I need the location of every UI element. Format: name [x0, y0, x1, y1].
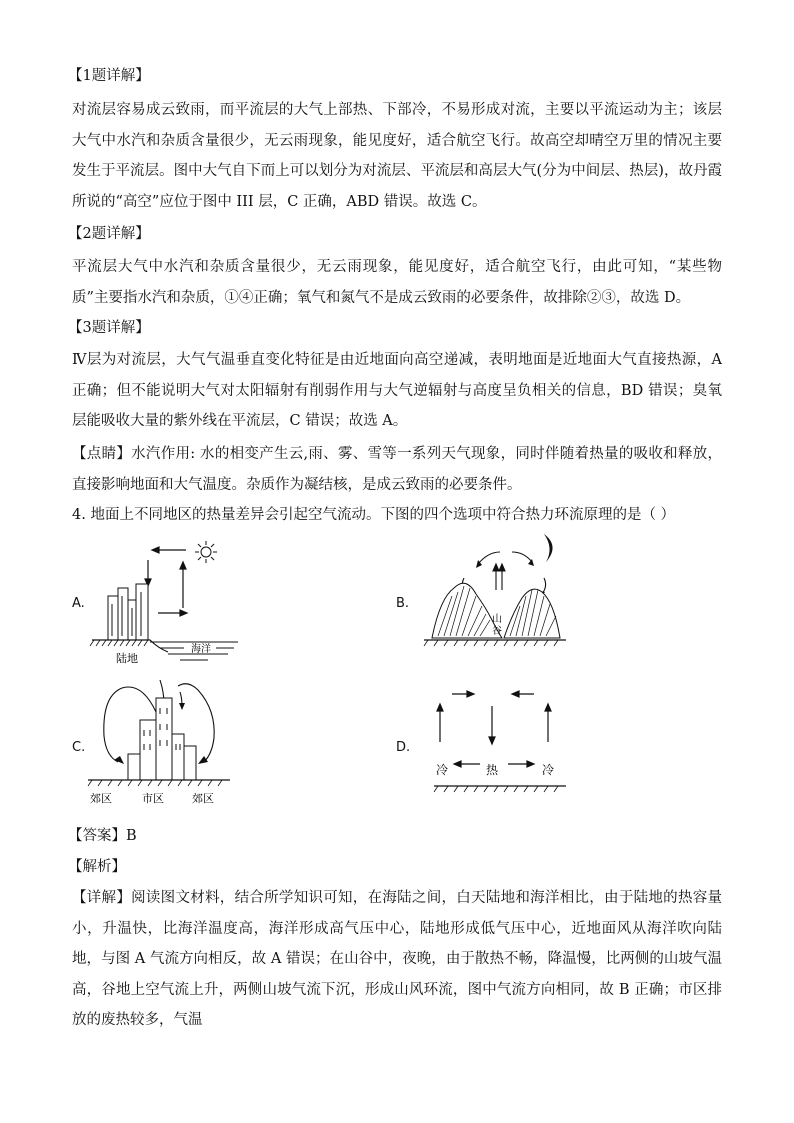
diagram-c-urban-heat-island — [84, 676, 234, 808]
option-c-label: C. — [72, 740, 86, 755]
section-1-heading: 【1题详解】 — [68, 68, 150, 84]
option-a-label: A. — [72, 596, 85, 611]
suburb-right-label: 郊区 — [192, 792, 214, 805]
sun-icon — [195, 541, 217, 563]
section-3-text: Ⅳ层为对流层，大气气温垂直变化特征是由近地面向高空递减，表明地面是近地面大气直接热源，A 正确；但不能说明大气对太阳辐射有削弱作用与大气逆辐射与高度呈负相关的信息，BD 错误；臭氧层能吸收大量的紫外线在平流层，C 错误；故选 A。 — [72, 352, 722, 429]
answer-value: B — [126, 828, 137, 844]
city-label: 市区 — [142, 792, 164, 805]
mountain-label: 山 — [492, 614, 502, 625]
diagram-d-thermal-circulation — [430, 684, 570, 800]
analysis-heading: 【解析】 — [68, 859, 126, 875]
tip-paragraph — [72, 439, 722, 500]
sea-label: 海洋 — [191, 644, 211, 655]
land-label: 陆地 — [116, 652, 138, 665]
diagram-b-mountain-valley — [420, 528, 570, 652]
tip-heading: 【点睛】 — [72, 446, 132, 462]
suburb-left-label: 郊区 — [90, 792, 112, 805]
valley-label: 谷 — [492, 626, 502, 637]
moon-icon — [544, 534, 553, 562]
answer-line — [68, 826, 137, 846]
hot-label: 热 — [486, 763, 499, 777]
cold-left-label: 冷 — [436, 763, 449, 777]
option-d-label: D. — [396, 740, 411, 755]
question-4-text: 4. 地面上不同地区的热量差异会引起空气流动。下图的四个选项中符合热力环流原理的是（ ） — [72, 507, 676, 523]
diagram-a-sea-land-breeze — [88, 538, 258, 668]
detail-heading: 【详解】 — [72, 890, 132, 906]
cold-right-label: 冷 — [542, 763, 555, 777]
section-1-text: 对流层容易成云致雨，而平流层的大气上部热、下部冷，不易形成对流，主要以平流运动为主；该层大气中水汽和杂质含量很少，无云雨现象，能见度好，适合航空飞行。故高空却晴空万里的情况主要发生于平流层。图中大气自下而上可以划分为对流层、平流层和高层大气(分为中间层、热层)，故丹霞所说的“高空”应位于图中 III 层，C 正确，ABD 错误。故选 C。 — [72, 102, 722, 210]
section-2-heading: 【2题详解】 — [68, 226, 150, 242]
section-3-heading: 【3题详解】 — [68, 320, 150, 336]
section-2-text: 平流层大气中水汽和杂质含量很少，无云雨现象，能见度好，适合航空飞行，由此可知，“某些物质”主要指水汽和杂质，①④正确；氧气和氮气不是成云致雨的必要条件，故排除②③，故选 D。 — [72, 259, 722, 306]
detail-text: 阅读图文材料，结合所学知识可知，在海陆之间，白天陆地和海洋相比，由于陆地的热容量小，升温快，比海洋温度高，海洋形成高气压中心，陆地形成低气压中心，近地面风从海洋吹向陆地，与图 A 气流方向相反，故 A 错误；在山谷中，夜晚，由于散热不畅，降温慢，比两侧的山坡气温高，谷地上空气流上升，两侧山坡气流下沉，形成山风环流，图中气流方向相同，故 B 正确；市区排放的废热较多，气温 — [72, 890, 723, 1028]
answer-heading: 【答案】 — [68, 828, 126, 844]
detail-paragraph — [72, 883, 722, 1036]
option-b-label: B. — [396, 596, 410, 611]
tip-text: 水汽作用: 水的相变产生云,雨、雾、雪等一系列天气现象，同时伴随着热量的吸收和释放，直接影响地面和大气温度。杂质作为凝结核，是成云致雨的必要条件。 — [72, 446, 723, 493]
